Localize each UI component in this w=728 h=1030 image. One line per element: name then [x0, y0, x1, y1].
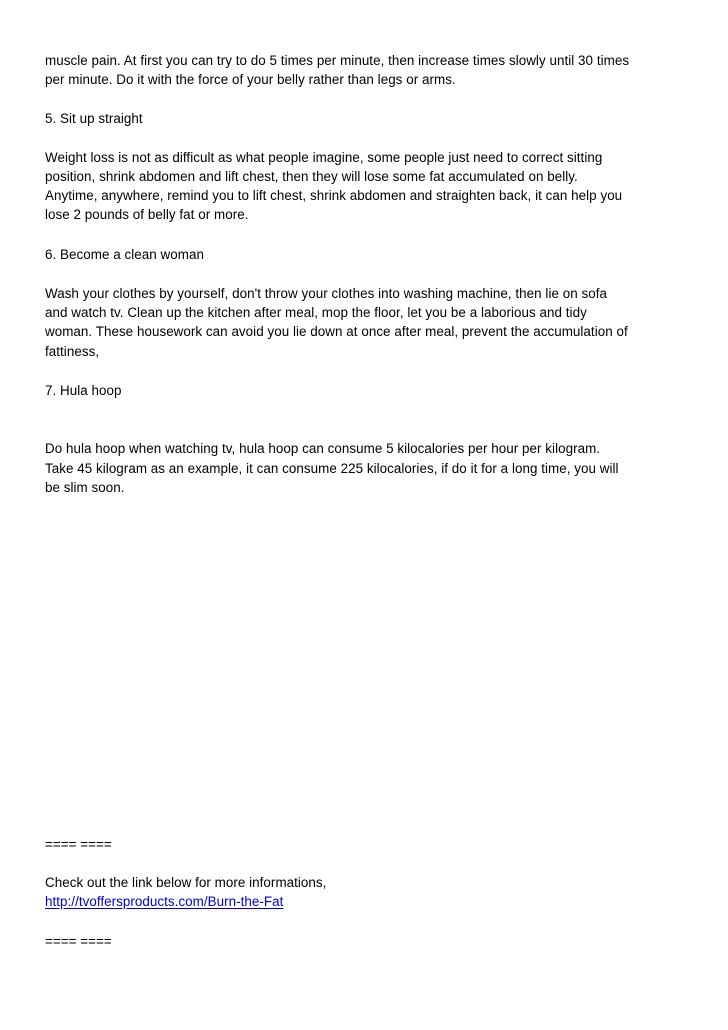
paragraph-line: Weight loss is not as difficult as what people imagine, some people just need to correct sitting: [45, 150, 603, 165]
paragraph-line: lose 2 pounds of belly fat or more.: [45, 207, 249, 222]
section-heading: 5. Sit up straight: [45, 111, 143, 126]
paragraph-line: Do hula hoop when watching tv, hula hoop can consume 5 kilocalories per hour per kilogram.: [45, 441, 601, 456]
paragraph-line: Take 45 kilogram as an example, it can consume 225 kilocalories, if do it for a long time, you will: [45, 461, 619, 476]
paragraph-line: woman. These housework can avoid you lie down at once after meal, prevent the accumulation of: [45, 324, 628, 339]
paragraph-line: and watch tv. Clean up the kitchen after meal, mop the floor, let you be a laborious and tidy: [45, 305, 587, 320]
paragraph-line: Anytime, anywhere, remind you to lift chest, shrink abdomen and straighten back, it can help you: [45, 188, 623, 203]
paragraph-line: position, shrink abdomen and lift chest, then they will lose some fat accumulated on belly.: [45, 169, 578, 184]
paragraph-line: per minute. Do it with the force of your belly rather than legs or arms.: [45, 72, 456, 87]
paragraph-line: Wash your clothes by yourself, don't throw your clothes into washing machine, then lie on sofa: [45, 286, 608, 301]
paragraph-line: muscle pain. At first you can try to do 5 times per minute, then increase times slowly until 30 times: [45, 53, 630, 68]
burn-the-fat-link[interactable]: http://tvoffersproducts.com/Burn-the-Fat: [45, 894, 284, 909]
separator-text: ==== ====: [45, 934, 112, 949]
section-heading: 7. Hula hoop: [45, 383, 122, 398]
link-intro-text: Check out the link below for more informations,: [45, 875, 327, 890]
separator-text: ==== ====: [45, 837, 112, 852]
burn-the-fat-link-line: [45, 892, 695, 911]
paragraph-line: fattiness,: [45, 344, 100, 359]
paragraph-line: be slim soon.: [45, 480, 125, 495]
section-heading: 6. Become a clean woman: [45, 247, 204, 262]
